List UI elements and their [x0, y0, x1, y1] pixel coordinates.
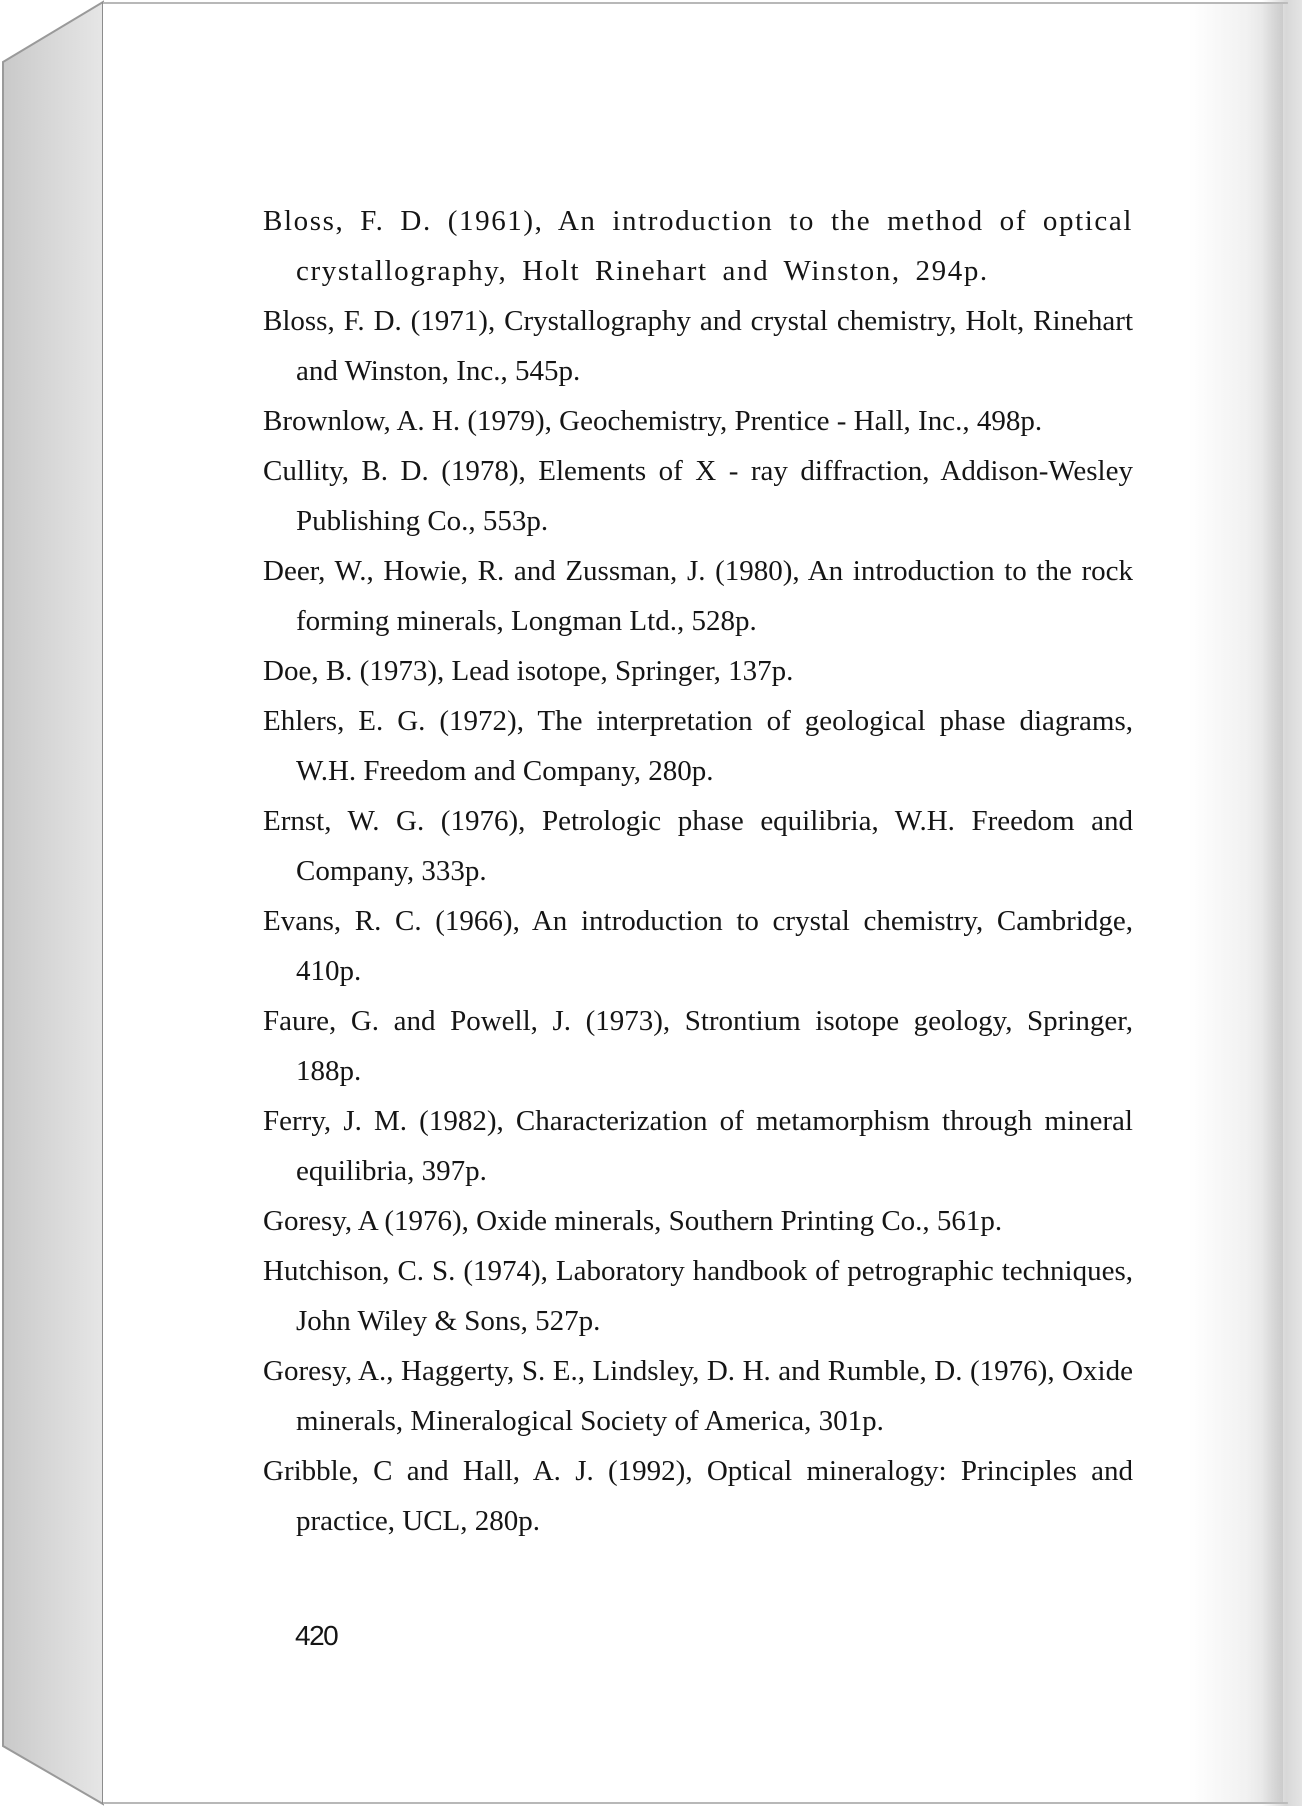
reference-entry: Goresy, A., Haggerty, S. E., Lindsley, D. H. and Rumble, D. (1976), Oxide minerals, Mineralogical Society of America, 301p.	[263, 1355, 1133, 1437]
page-bottom-edge	[103, 1802, 1288, 1804]
reference-entry: Hutchison, C. S. (1974), Laboratory handbook of petrographic techniques, John Wiley & Sons, 527p.	[263, 1255, 1133, 1337]
reference-entry: Bloss, F. D. (1971), Crystallography and crystal chemistry, Holt, Rinehart and Winston, Inc., 545p.	[263, 305, 1133, 387]
page-number: 420	[295, 1620, 338, 1651]
page-right-shadow	[1262, 0, 1302, 1806]
reference-entry: Faure, G. and Powell, J. (1973), Strontium isotope geology, Springer, 188p.	[263, 1005, 1133, 1087]
reference-entry: Ernst, W. G. (1976), Petrologic phase equilibria, W.H. Freedom and Company, 333p.	[263, 805, 1133, 887]
page-top-edge	[103, 2, 1288, 4]
reference-entry: Ferry, J. M. (1982), Characterization of metamorphism through mineral equilibria, 397p.	[263, 1105, 1133, 1187]
reference-list	[263, 196, 1133, 1546]
reference-entry: Cullity, B. D. (1978), Elements of X - ray diffraction, Addison-Wesley Publishing Co., 553p.	[263, 455, 1133, 537]
reference-entry: Brownlow, A. H. (1979), Geochemistry, Prentice - Hall, Inc., 498p.	[263, 405, 1043, 437]
reference-entry: Deer, W., Howie, R. and Zussman, J. (1980), An introduction to the rock forming minerals, Longman Ltd., 528p.	[263, 555, 1133, 637]
reference-entry: Ehlers, E. G. (1972), The interpretation of geological phase diagrams, W.H. Freedom and Company, 280p.	[263, 705, 1133, 787]
reference-entry: Bloss, F. D. (1961), An introduction to the method of optical crystallography, Holt Rinehart and Winston, 294p.	[263, 205, 1133, 287]
reference-entry: Doe, B. (1973), Lead isotope, Springer, 137p.	[263, 655, 794, 687]
reference-entry: Evans, R. C. (1966), An introduction to crystal chemistry, Cambridge, 410p.	[263, 905, 1133, 987]
reference-entry: Goresy, A (1976), Oxide minerals, Southern Printing Co., 561p.	[263, 1205, 1003, 1237]
reference-entry: Gribble, C and Hall, A. J. (1992), Optical mineralogy: Principles and practice, UCL, 280p.	[263, 1455, 1133, 1537]
